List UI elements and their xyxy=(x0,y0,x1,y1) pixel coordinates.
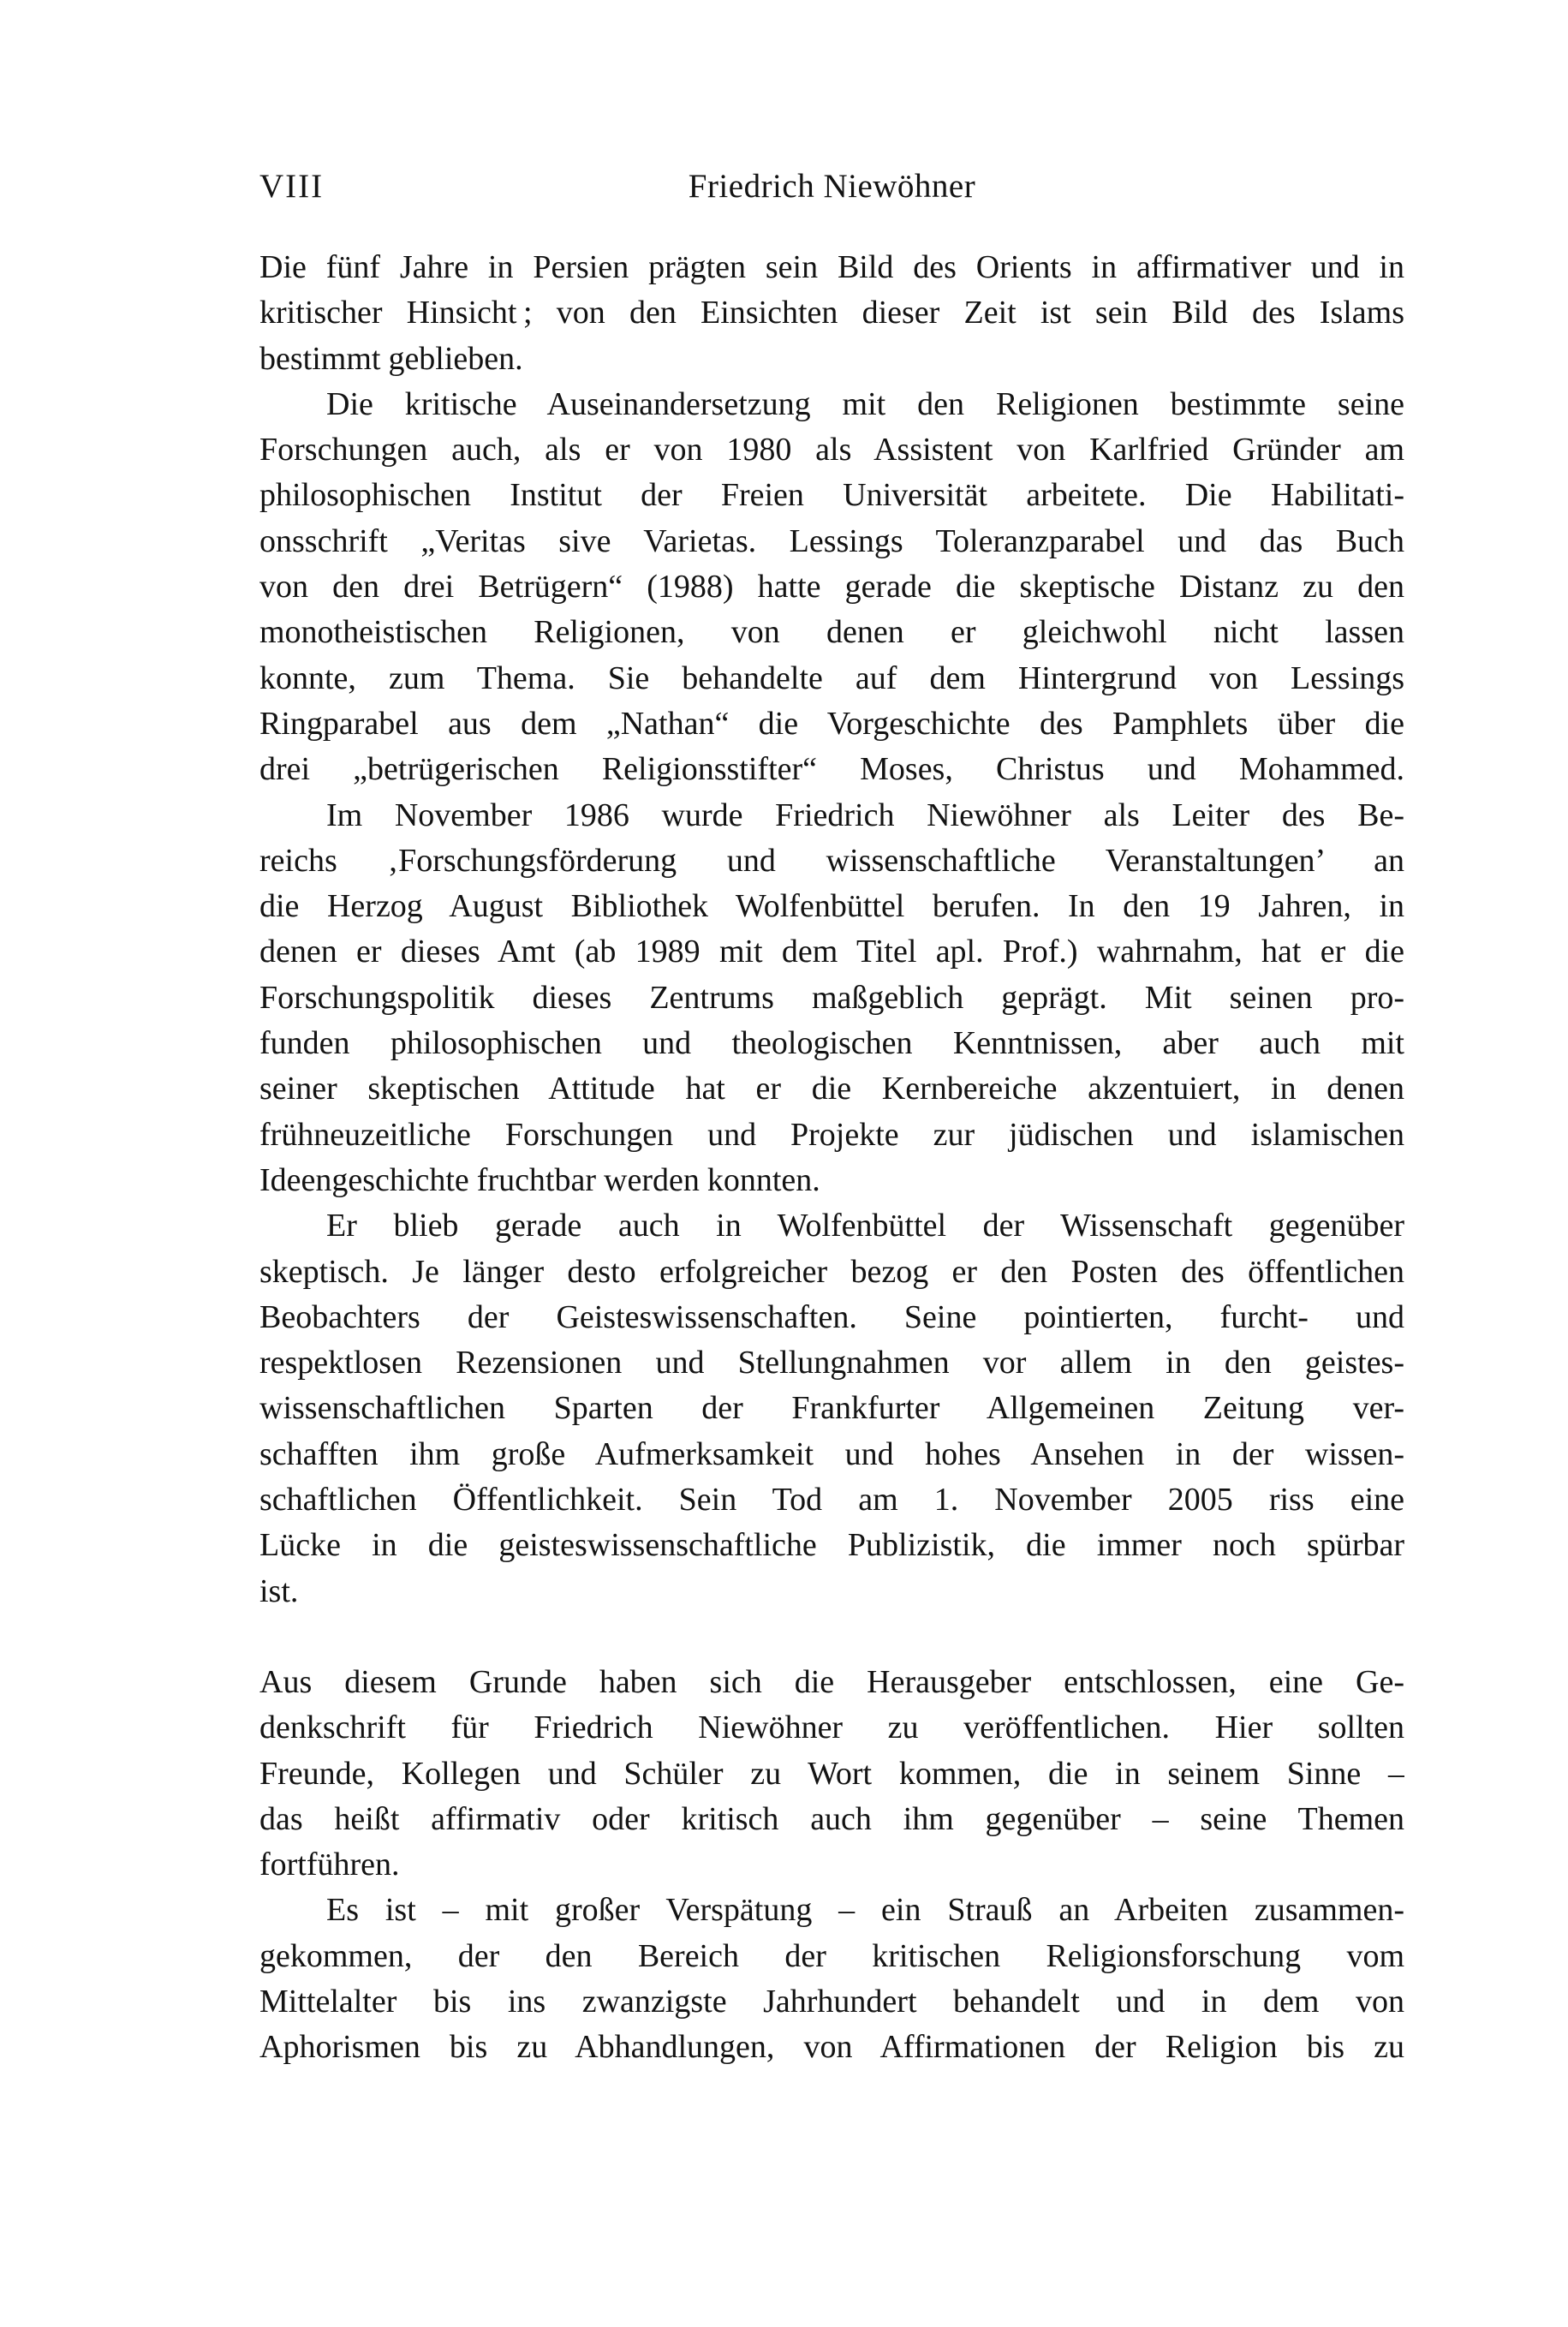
text-line: bestimmt geblieben. xyxy=(259,340,523,377)
text-line: konnte, zum Thema. Sie behandelte auf dem Hintergrund von Lessings xyxy=(259,659,1404,696)
text-line: denen er dieses Amt (ab 1989 mit dem Titel apl. Prof.) wahrnahm, hat er die xyxy=(259,934,1404,970)
text-line: onsschrift „Veritas sive Varietas. Lessings Toleranzparabel und das Buch xyxy=(259,522,1404,559)
text-line: gekommen, der den Bereich der kritischen Religionsforschung vom xyxy=(259,1937,1404,1974)
text-line: kritischer Hinsicht ; von den Einsichten dieser Zeit ist sein Bild des Islams xyxy=(259,295,1404,331)
text-line: philosophischen Institut der Freien Universität arbeitete. Die Habilitati- xyxy=(259,477,1404,514)
text-line: respektlosen Rezensionen und Stellungnahmen vor allem in den geistes- xyxy=(259,1345,1404,1381)
paragraph xyxy=(259,1660,1404,1888)
paragraph xyxy=(259,382,1404,793)
paragraph xyxy=(259,793,1404,1204)
text-line: reichs ‚Forschungsförderung und wissenschaftliche Veranstaltungen’ an xyxy=(259,842,1404,879)
text-line: Er blieb gerade auch in Wolfenbüttel der Wissenschaft gegenüber xyxy=(326,1208,1404,1244)
text-line: Im November 1986 wurde Friedrich Niewöhner als Leiter des Be- xyxy=(326,797,1404,833)
text-line: Lücke in die geisteswissenschaftliche Publizistik, die immer noch spürbar xyxy=(259,1527,1404,1564)
text-line: Ideengeschichte fruchtbar werden konnten. xyxy=(259,1161,820,1198)
text-line: schaftlichen Öffentlichkeit. Sein Tod am 1. November 2005 riss eine xyxy=(259,1482,1404,1519)
text-line: Die kritische Auseinandersetzung mit den Religionen bestimmte seine xyxy=(326,385,1404,422)
text-line: Forschungen auch, als er von 1980 als Assistent von Karlfried Gründer am xyxy=(259,432,1404,468)
body-text xyxy=(259,245,1404,2071)
page-number: VIII xyxy=(259,168,325,205)
paragraph xyxy=(259,1888,1404,2070)
text-line: Es ist – mit großer Verspätung – ein Strauß an Arbeiten zusammen- xyxy=(326,1892,1404,1929)
text-line: skeptisch. Je länger desto erfolgreicher bezog er den Posten des öffentlichen xyxy=(259,1253,1404,1290)
text-line: Ringparabel aus dem „Nathan“ die Vorgeschichte des Pamphlets über die xyxy=(259,705,1404,742)
text-line: seiner skeptischen Attitude hat er die Kernbereiche akzentuiert, in denen xyxy=(259,1071,1404,1107)
text-line: schafften ihm große Aufmerksamkeit und hohes Ansehen in der wissen- xyxy=(259,1435,1404,1472)
text-line: von den drei Betrügern“ (1988) hatte gerade die skeptische Distanz zu den xyxy=(259,569,1404,606)
text-line: Aphorismen bis zu Abhandlungen, von Affirmationen der Religion bis zu xyxy=(259,2029,1404,2066)
text-line: funden philosophischen und theologischen Kenntnissen, aber auch mit xyxy=(259,1025,1404,1062)
text-line: Beobachters der Geisteswissenschaften. Seine pointierten, furcht- und xyxy=(259,1298,1404,1335)
text-line: ist. xyxy=(259,1572,299,1609)
text-line: drei „betrügerischen Religionsstifter“ Moses, Christus und Mohammed. xyxy=(259,751,1404,788)
text-line: wissenschaftlichen Sparten der Frankfurter Allgemeinen Zeitung ver- xyxy=(259,1390,1404,1427)
page-header xyxy=(259,166,1404,211)
text-line: Freunde, Kollegen und Schüler zu Wort kommen, die in seinem Sinne – xyxy=(259,1755,1404,1792)
text-line: denkschrift für Friedrich Niewöhner zu veröffentlichen. Hier sollten xyxy=(259,1709,1404,1746)
text-line: monotheistischen Religionen, von denen er gleichwohl nicht lassen xyxy=(259,614,1404,651)
text-line: frühneuzeitliche Forschungen und Projekte zur jüdischen und islamischen xyxy=(259,1116,1404,1153)
paragraph xyxy=(259,245,1404,382)
text-line: Forschungspolitik dieses Zentrums maßgeblich geprägt. Mit seinen pro- xyxy=(259,979,1404,1016)
paragraph xyxy=(259,1203,1404,1614)
text-line: Aus diesem Grunde haben sich die Herausgeber entschlossen, eine Ge- xyxy=(259,1663,1404,1700)
running-head: Friedrich Niewöhner xyxy=(688,168,976,205)
text-line: das heißt affirmativ oder kritisch auch ihm gegenüber – seine Themen xyxy=(259,1800,1404,1837)
text-line: Die fünf Jahre in Persien prägten sein Bild des Orients in affirmativer und in xyxy=(259,249,1404,285)
text-line: Mittelalter bis ins zwanzigste Jahrhundert behandelt und in dem von xyxy=(259,1983,1404,2020)
text-line: fortführen. xyxy=(259,1847,400,1883)
text-line: die Herzog August Bibliothek Wolfenbüttel berufen. In den 19 Jahren, in xyxy=(259,888,1404,925)
